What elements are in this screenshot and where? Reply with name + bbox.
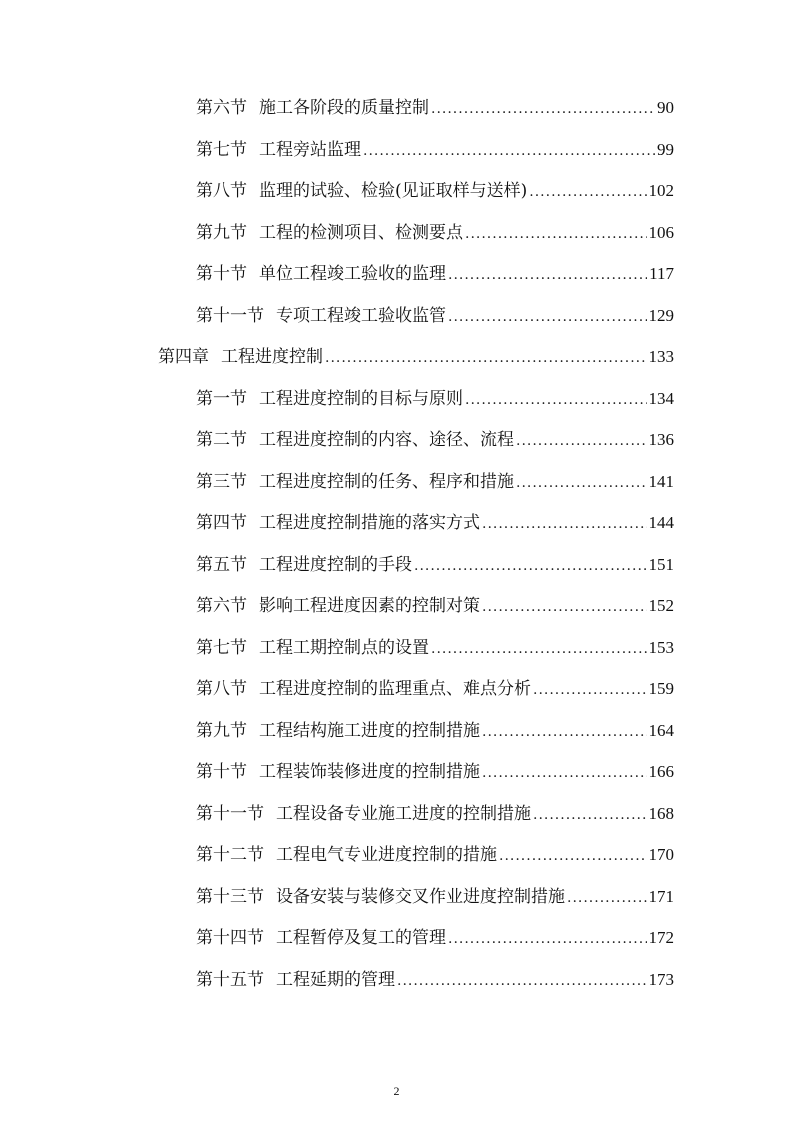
toc-entry-title: 工程进度控制的内容、途径、流程	[259, 430, 514, 450]
dot-leader	[533, 800, 647, 830]
dot-leader	[516, 468, 647, 498]
toc-entry-title: 监理的试验、检验(见证取样与送样)	[259, 181, 528, 201]
toc-entry[interactable]	[196, 674, 674, 704]
dot-leader	[567, 883, 647, 913]
toc-entry-title: 单位工程竣工验收的监理	[259, 264, 446, 284]
toc-entry[interactable]	[196, 176, 674, 206]
toc-entry[interactable]	[196, 757, 674, 787]
toc-entry-page: 170	[648, 845, 674, 864]
toc-entry-title: 工程的检测项目、检测要点	[259, 223, 463, 243]
dot-leader	[482, 758, 647, 788]
dot-leader	[482, 592, 647, 622]
dot-leader	[363, 136, 655, 166]
toc-entry-title: 工程装饰装修进度的控制措施	[259, 762, 480, 782]
toc-entry[interactable]	[196, 799, 674, 829]
toc-entry-number: 第四章	[158, 347, 209, 367]
toc-entry-number: 第十节	[196, 264, 247, 284]
toc-entry-number: 第五节	[196, 555, 247, 575]
toc-entry-title: 工程进度控制的手段	[259, 555, 412, 575]
dot-leader	[499, 841, 647, 871]
toc-entry-title: 工程工期控制点的设置	[259, 638, 429, 658]
toc-entry-number: 第七节	[196, 638, 247, 658]
toc-entry-page: 141	[648, 472, 674, 491]
toc-entry-title: 工程旁站监理	[259, 140, 361, 160]
dot-leader	[533, 675, 647, 705]
toc-entry[interactable]	[196, 425, 674, 455]
toc-entry-page: 129	[648, 306, 674, 325]
toc-entry[interactable]	[196, 508, 674, 538]
toc-entry-page: 168	[648, 804, 674, 823]
toc-entry[interactable]	[196, 591, 674, 621]
toc-entry-number: 第六节	[196, 596, 247, 616]
toc-entry-page: 151	[648, 555, 674, 574]
dot-leader	[465, 219, 647, 249]
toc-entry-page: 99	[657, 140, 674, 159]
toc-entry-number: 第十一节	[196, 804, 264, 824]
dot-leader	[397, 966, 647, 996]
dot-leader	[448, 302, 647, 332]
toc-entry-number: 第九节	[196, 223, 247, 243]
dot-leader	[431, 634, 647, 664]
toc-entry[interactable]	[196, 716, 674, 746]
toc-entry-title: 设备安装与装修交叉作业进度控制措施	[276, 887, 565, 907]
toc-entry[interactable]	[196, 384, 674, 414]
toc-entry-title: 工程电气专业进度控制的措施	[276, 845, 497, 865]
dot-leader	[448, 260, 647, 290]
dot-leader	[529, 177, 646, 207]
toc-entry-title: 工程结构施工进度的控制措施	[259, 721, 480, 741]
toc-entry-number: 第十二节	[196, 845, 264, 865]
toc-entry-number: 第三节	[196, 472, 247, 492]
toc-entry[interactable]	[196, 633, 674, 663]
toc-entry-title: 工程进度控制的任务、程序和措施	[259, 472, 514, 492]
toc-entry-page: 102	[648, 181, 674, 200]
dot-leader	[482, 509, 647, 539]
toc-entry[interactable]	[196, 467, 674, 497]
toc-entry[interactable]	[196, 882, 674, 912]
toc-entry[interactable]	[196, 301, 674, 331]
toc-entry[interactable]	[196, 218, 674, 248]
toc-entry[interactable]	[196, 550, 674, 580]
dot-leader	[482, 717, 647, 747]
toc-entry-number: 第九节	[196, 721, 247, 741]
toc-entry-page: 164	[648, 721, 674, 740]
toc-entry[interactable]	[196, 840, 674, 870]
toc-entry[interactable]	[196, 259, 674, 289]
toc-chapter-entry[interactable]	[158, 342, 674, 372]
toc-entry-number: 第八节	[196, 181, 247, 201]
toc-entry-number: 第十一节	[196, 306, 264, 326]
toc-entry-page: 171	[648, 887, 674, 906]
toc-entry-title: 工程进度控制	[221, 347, 323, 367]
toc-entry[interactable]	[196, 93, 674, 123]
toc-entry-title: 工程进度控制措施的落实方式	[259, 513, 480, 533]
dot-leader	[465, 385, 647, 415]
toc-entry-page: 144	[648, 513, 674, 532]
toc-entry-title: 影响工程进度因素的控制对策	[259, 596, 480, 616]
toc-entry-title: 工程暂停及复工的管理	[276, 928, 446, 948]
toc-entry[interactable]	[196, 965, 674, 995]
toc-entry-page: 159	[648, 679, 674, 698]
toc-entry-title: 工程设备专业施工进度的控制措施	[276, 804, 531, 824]
toc-entry-title: 工程进度控制的监理重点、难点分析	[259, 679, 531, 699]
toc-entry-title: 工程进度控制的目标与原则	[259, 389, 463, 409]
dot-leader	[325, 343, 647, 373]
page-number: 2	[393, 1084, 400, 1098]
toc-entry-number: 第十三节	[196, 887, 264, 907]
toc-entry-page: 153	[648, 638, 674, 657]
toc-entry-number: 第八节	[196, 679, 247, 699]
toc-entry[interactable]	[196, 923, 674, 953]
toc-entry-page: 117	[649, 264, 674, 283]
toc-entry-number: 第七节	[196, 140, 247, 160]
toc-entry-page: 152	[648, 596, 674, 615]
toc-entry-number: 第二节	[196, 430, 247, 450]
toc-entry-number: 第十四节	[196, 928, 264, 948]
toc-entry-page: 133	[648, 347, 674, 366]
toc-entry-number: 第十节	[196, 762, 247, 782]
toc-entry-page: 166	[648, 762, 674, 781]
toc-entry-number: 第十五节	[196, 970, 264, 990]
toc-entry-page: 173	[648, 970, 674, 989]
toc-entry-number: 第六节	[196, 98, 247, 118]
toc-entry-page: 134	[648, 389, 674, 408]
toc-entry-page: 90	[657, 98, 674, 117]
toc-entry-page: 172	[648, 928, 674, 947]
dot-leader	[516, 426, 647, 456]
dot-leader	[448, 924, 647, 954]
toc-entry-number: 第一节	[196, 389, 247, 409]
toc-entry-page: 106	[648, 223, 674, 242]
dot-leader	[414, 551, 647, 581]
toc-entry-title: 工程延期的管理	[276, 970, 395, 990]
toc-entry-page: 136	[648, 430, 674, 449]
toc-entry[interactable]	[196, 135, 674, 165]
toc-entry-title: 专项工程竣工验收监管	[276, 306, 446, 326]
dot-leader	[431, 94, 655, 124]
toc-entry-number: 第四节	[196, 513, 247, 533]
toc-entry-title: 施工各阶段的质量控制	[259, 98, 429, 118]
